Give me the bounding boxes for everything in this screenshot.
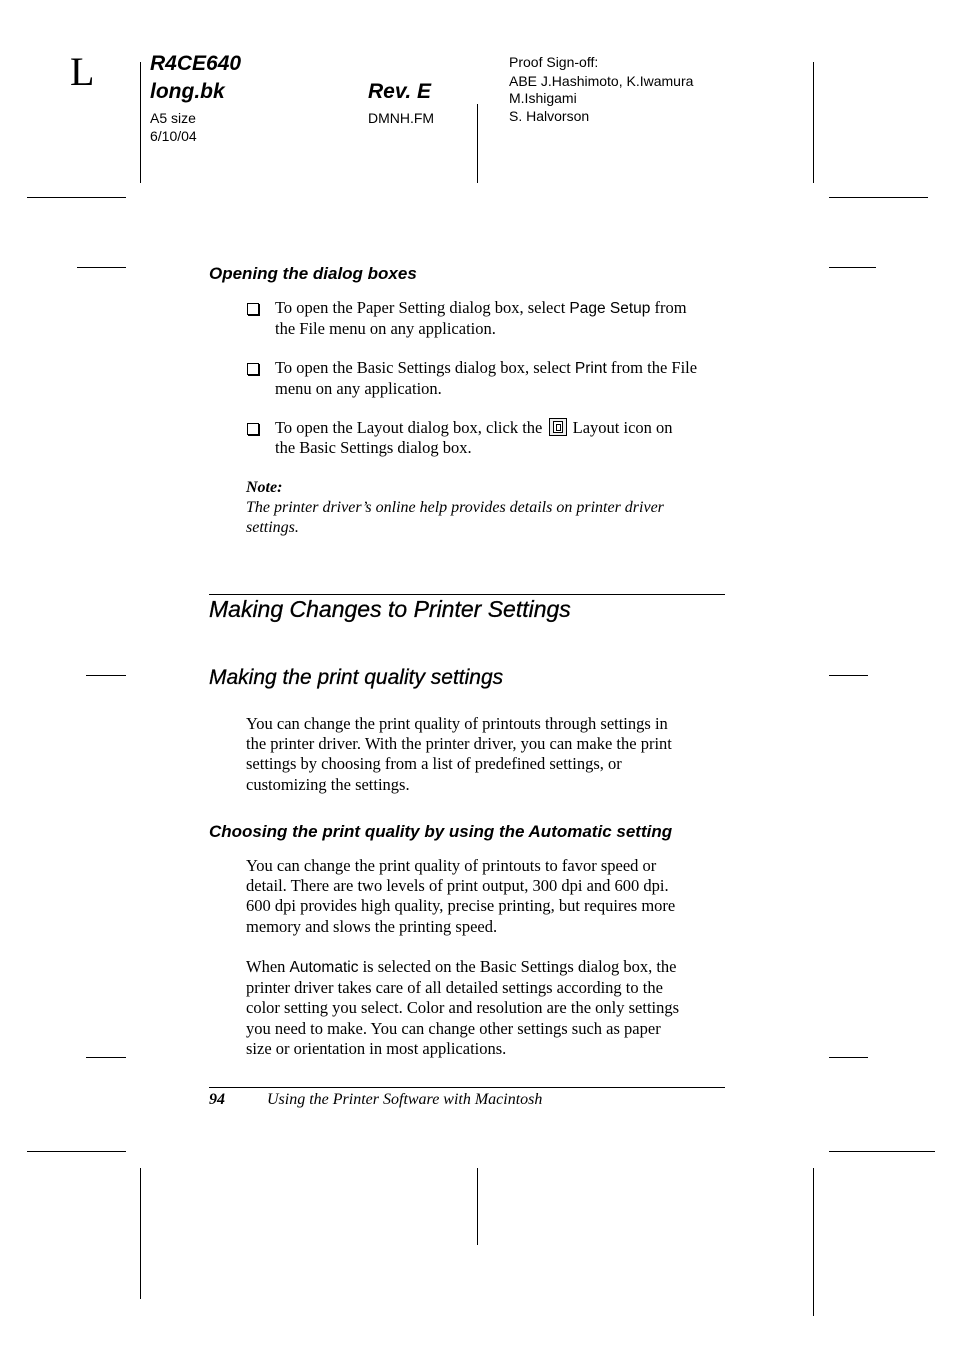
paragraph-text: When (246, 957, 290, 976)
ui-term-page-setup: Page Setup (569, 300, 651, 317)
paragraph-line: you need to make. You can change other settings such as paper (246, 1018, 661, 1038)
crop-line-left-1 (77, 267, 126, 268)
paragraph-line: customizing the settings. (246, 774, 410, 794)
layout-icon (549, 418, 567, 436)
bullet-item-print (275, 358, 735, 399)
bullet-text: the File menu on any application. (275, 319, 496, 339)
crop-line-top-right-h (829, 197, 928, 198)
header-file: DMNH.FM (368, 110, 435, 126)
crop-line-top-mid-v (477, 104, 478, 183)
checkbox-bullet-icon (247, 363, 259, 375)
header-size: A5 size (150, 110, 196, 126)
ui-term-automatic: Automatic (289, 959, 359, 976)
proof-title: Proof Sign-off: (509, 54, 599, 70)
bullet-item-page-setup (275, 298, 735, 339)
footer-chapter-title: Using the Printer Software with Macintosh (267, 1091, 543, 1108)
header-revision: Rev. E (368, 80, 432, 103)
crop-line-bottom-mid-v (477, 1168, 478, 1245)
paragraph-line: detail. There are two levels of print output, 300 dpi and 600 dpi. (246, 876, 669, 896)
bullet-text: from (650, 298, 687, 317)
crop-line-right-1 (829, 267, 876, 268)
paragraph-line: color setting you select. Color and resolution are the only settings (246, 998, 680, 1018)
header-date: 6/10/04 (150, 128, 197, 144)
crop-line-bottom-right-v (813, 1168, 814, 1316)
crop-line-bottom-left-v (140, 1168, 141, 1299)
checkbox-bullet-icon (247, 423, 259, 435)
page-number: 94 (209, 1091, 225, 1108)
paragraph-line: memory and slows the printing speed. (246, 916, 498, 936)
crop-line-bottom-left-h (27, 1151, 126, 1152)
bullet-text: Layout icon on (568, 418, 673, 437)
paragraph-line: You can change the print quality of printouts to favor speed or (246, 856, 657, 875)
paragraph-automatic-1 (246, 856, 675, 937)
paragraph-line: settings by choosing from a list of predefined settings, or (246, 754, 622, 774)
footer-rule (209, 1087, 725, 1088)
paragraph-line: You can change the print quality of printouts through settings in (246, 714, 668, 733)
paragraph-line: size or orientation in most applications. (246, 1038, 507, 1058)
crop-line-top-right-v (813, 62, 814, 183)
proof-line-2: M.Ishigami (509, 90, 577, 106)
crop-line-right-3 (829, 1057, 868, 1058)
paragraph-line (246, 957, 679, 978)
crop-line-left-2 (86, 675, 126, 676)
paragraph-line: 600 dpi provides high quality, precise printing, but requires more (246, 896, 676, 916)
paragraph-line: the printer driver. With the printer driver, you can make the print (246, 734, 672, 754)
header-book: long.bk (150, 80, 225, 103)
ui-term-print: Print (574, 360, 607, 377)
note-text-line-1: The printer driver’s online help provides details on printer driver (246, 499, 664, 516)
bullet-item-layout (275, 418, 735, 458)
crop-line-right-2 (829, 675, 868, 676)
bullet-text: the Basic Settings dialog box. (275, 438, 472, 458)
crop-line-top-left-h (27, 197, 126, 198)
heading-making-changes: Making Changes to Printer Settings (209, 596, 571, 622)
proof-line-1: ABE J.Hashimoto, K.Iwamura (509, 73, 694, 89)
crop-letter: L (70, 49, 95, 94)
checkbox-bullet-icon (247, 303, 259, 315)
note-label: Note: (246, 479, 283, 496)
crop-line-top-left-v (140, 62, 141, 183)
heading-print-quality-settings: Making the print quality settings (209, 666, 504, 689)
bullet-text: To open the Layout dialog box, click the (275, 418, 547, 437)
bullet-text: To open the Basic Settings dialog box, select (275, 358, 575, 377)
header-model: R4CE640 (150, 52, 242, 75)
heading-automatic-setting: Choosing the print quality by using the Automatic setting (209, 822, 673, 841)
bullet-text: menu on any application. (275, 379, 442, 399)
proof-line-3: S. Halvorson (509, 108, 590, 124)
note-text-line-2: settings. (246, 519, 299, 536)
bullet-text: To open the Paper Setting dialog box, select (275, 298, 570, 317)
paragraph-automatic-2 (246, 957, 679, 1059)
bullet-text: from the File (606, 358, 698, 377)
crop-line-left-3 (86, 1057, 126, 1058)
paragraph-print-quality (246, 714, 672, 795)
paragraph-text: is selected on the Basic Settings dialog box, the (358, 957, 677, 976)
crop-line-bottom-right-h (829, 1151, 935, 1152)
heading-opening-dialog-boxes: Opening the dialog boxes (209, 264, 417, 283)
paragraph-line: printer driver takes care of all detailed settings according to the (246, 978, 663, 998)
